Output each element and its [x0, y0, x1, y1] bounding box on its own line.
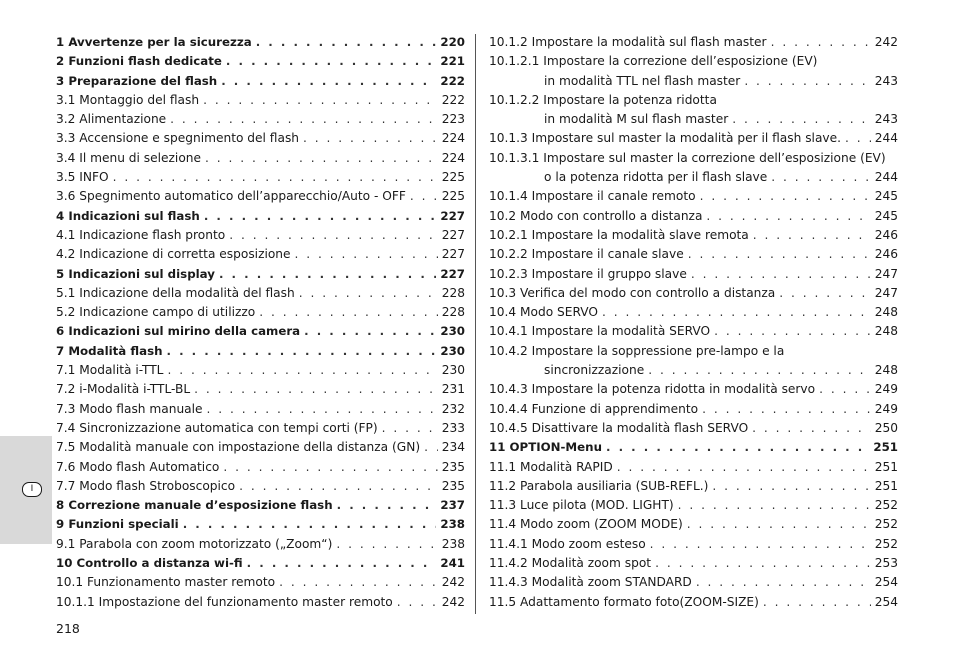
toc-entry[interactable]	[56, 247, 465, 266]
dot-leader	[771, 35, 871, 49]
toc-entry-label: 2 Funzioni flash dedicate	[56, 54, 222, 69]
toc-entry-page: 248	[874, 305, 898, 320]
toc-entry-label: 10.2.1 Impostare la modalità slave remota	[489, 227, 749, 242]
dot-leader	[410, 189, 438, 203]
dot-leader	[113, 170, 438, 184]
toc-entry-page: 223	[441, 112, 465, 127]
language-badge: I	[22, 482, 42, 497]
toc-entry[interactable]	[489, 247, 898, 266]
toc-entry-label: 11 OPTION-Menu	[489, 440, 602, 455]
toc-entry[interactable]	[56, 54, 465, 73]
toc-entry-label: 10.4.1 Impostare la modalità SERVO	[489, 324, 711, 339]
toc-entry-label: 10 Controllo a distanza wi-fi	[56, 556, 243, 571]
toc-entry[interactable]	[56, 460, 465, 479]
dot-leader	[771, 170, 870, 184]
toc-entry-page: 251	[873, 440, 898, 455]
toc-entry[interactable]	[489, 305, 898, 324]
toc-entry-page: 227	[440, 208, 465, 223]
toc-entry-page: 230	[440, 343, 465, 358]
dot-leader	[166, 344, 436, 358]
toc-entry-page: 220	[440, 35, 465, 49]
toc-entry-label: in modalità TTL nel flash master	[544, 73, 741, 88]
toc-entry-page: 249	[874, 401, 898, 416]
toc-entry[interactable]	[489, 363, 898, 382]
toc-entry[interactable]	[489, 131, 898, 150]
toc-entry-label: 9 Funzioni speciali	[56, 517, 179, 532]
dot-leader	[655, 556, 871, 570]
toc-entry-label: 11.1 Modalità RAPID	[489, 459, 613, 474]
toc-entry-label: 3.6 Spegnimento automatico dell’apparecchio/Auto - OFF	[56, 189, 406, 204]
toc-entry-page: 235	[441, 478, 465, 493]
toc-entry-label: 10.4.3 Impostare la potenza ridotta in modalità servo	[489, 382, 816, 397]
toc-entry[interactable]	[489, 209, 898, 228]
dot-leader	[303, 131, 438, 145]
toc-entry-page: 244	[874, 131, 898, 146]
toc-entry-label: 3.4 Il menu di selezione	[56, 150, 201, 165]
toc-entry-label: 3.2 Alimentazione	[56, 112, 167, 127]
toc-entry[interactable]	[489, 537, 898, 556]
toc-entry-label: 10.1.2 Impostare la modalità sul flash master	[489, 35, 767, 49]
toc-entry-label: 10.1 Funzionamento master remoto	[56, 575, 276, 590]
toc-entry[interactable]	[489, 54, 898, 73]
toc-entry-label: in modalità M sul flash master	[544, 112, 729, 127]
toc-entry-label: 11.4 Modo zoom (ZOOM MODE)	[489, 517, 683, 532]
toc-entry-page: 243	[874, 73, 898, 88]
dot-leader	[732, 112, 871, 126]
toc-entry[interactable]	[56, 344, 465, 363]
toc-entry[interactable]	[489, 93, 898, 112]
toc-entry-label: 5.1 Indicazione della modalità del flash	[56, 285, 295, 300]
toc-entry-page: 231	[441, 382, 465, 397]
toc-entry-label: 4.2 Indicazione di corretta esposizione	[56, 247, 291, 262]
toc-entry[interactable]	[56, 537, 465, 556]
toc-entry[interactable]	[56, 517, 465, 536]
toc-entry[interactable]	[56, 305, 465, 324]
toc-entry-page: 227	[441, 247, 465, 262]
toc-entry-page: 222	[440, 73, 465, 88]
dot-leader	[752, 421, 871, 435]
toc-entry-page: 251	[874, 459, 898, 474]
dot-leader	[223, 460, 437, 474]
toc-entry[interactable]	[56, 228, 465, 247]
toc-entry-page: 224	[441, 150, 465, 165]
toc-entry-label: 3.1 Montaggio del flash	[56, 92, 200, 107]
toc-entry-page: 238	[441, 536, 465, 551]
toc-entry-page: 228	[441, 285, 465, 300]
toc-entry-page: 246	[874, 247, 898, 262]
dot-leader	[678, 498, 871, 512]
toc-entry-page: 225	[441, 170, 465, 185]
toc-entry-label: 7.5 Modalità manuale con impostazione della distanza (GN)	[56, 440, 421, 455]
toc-entry[interactable]	[489, 151, 898, 170]
toc-entry[interactable]	[489, 189, 898, 208]
language-side-tab	[0, 436, 52, 544]
toc-entry-page: 224	[441, 131, 465, 146]
toc-column-right	[489, 35, 898, 614]
toc-entry-page: 252	[874, 498, 898, 513]
toc-entry[interactable]	[489, 74, 898, 93]
toc-entry-label: 10.1.2.1 Impostare la correzione dell’esposizione (EV)	[489, 54, 818, 69]
toc-entry[interactable]	[489, 460, 898, 479]
dot-leader	[687, 517, 871, 531]
toc-entry[interactable]	[56, 556, 465, 575]
dot-leader	[424, 440, 438, 454]
dot-leader	[256, 35, 437, 49]
toc-entry[interactable]	[489, 595, 898, 614]
toc-entry-page: 247	[874, 266, 898, 281]
toc-entry-label: 8 Correzione manuale d’esposizione flash	[56, 498, 333, 513]
toc-entry-label: 4 Indicazioni sul flash	[56, 208, 200, 223]
toc-entry-label: 11.5 Adattamento formato foto(ZOOM-SIZE)	[489, 594, 759, 609]
dot-leader	[706, 209, 870, 223]
dot-leader	[170, 112, 438, 126]
toc-entry-page: 242	[441, 575, 465, 590]
toc-entry-page: 242	[441, 594, 465, 609]
dot-leader	[700, 189, 871, 203]
toc-entry[interactable]	[489, 170, 898, 189]
toc-entry-label: 10.4.4 Funzione di apprendimento	[489, 401, 699, 416]
toc-entry-page: 227	[441, 227, 465, 242]
toc-entry[interactable]	[489, 556, 898, 575]
toc-entry[interactable]	[56, 189, 465, 208]
toc-entry-label: 3.5 INFO	[56, 170, 109, 185]
toc-entry[interactable]	[56, 498, 465, 517]
toc-entry[interactable]	[489, 35, 898, 54]
dot-leader	[702, 402, 871, 416]
dot-leader	[691, 267, 871, 281]
toc-entry-label: 10.4.2 Impostare la soppressione pre-lampo e la	[489, 343, 785, 358]
toc-entry-label: 7.6 Modo flash Automatico	[56, 459, 220, 474]
dot-leader	[650, 537, 871, 551]
toc-entry[interactable]	[56, 35, 465, 54]
toc-entry[interactable]	[56, 267, 465, 286]
toc-entry[interactable]	[489, 324, 898, 343]
dot-leader	[304, 324, 436, 338]
toc-entry[interactable]	[489, 286, 898, 305]
toc-entry[interactable]	[56, 131, 465, 150]
toc-entry-page: 248	[874, 324, 898, 339]
dot-leader	[205, 151, 438, 165]
toc-entry[interactable]	[489, 112, 898, 131]
toc-entry[interactable]	[56, 595, 465, 614]
toc-entry[interactable]	[56, 112, 465, 131]
toc-entry-label: 10.4 Modo SERVO	[489, 305, 599, 320]
toc-entry-page: 225	[441, 189, 465, 204]
toc-entry-label: 3 Preparazione del flash	[56, 73, 218, 88]
toc-entry-page: 244	[874, 170, 898, 185]
dot-leader	[194, 382, 438, 396]
toc-entry-page: 230	[441, 363, 465, 378]
toc-entry[interactable]	[56, 421, 465, 440]
toc-entry-page: 230	[440, 324, 465, 339]
toc-entry-label: 1 Avvertenze per la sicurezza	[56, 35, 252, 49]
dot-leader	[382, 421, 438, 435]
toc-entry-page: 221	[440, 54, 465, 69]
dot-leader	[779, 286, 870, 300]
toc-entry[interactable]	[56, 209, 465, 228]
toc-entry-label: 7.2 i-Modalità i-TTL-BL	[56, 382, 191, 397]
toc-entry-label: 10.1.3.1 Impostare sul master la correzione dell’esposizione (EV)	[489, 150, 886, 165]
column-divider	[475, 34, 476, 614]
dot-leader	[226, 54, 436, 68]
toc-entry-page: 253	[874, 556, 898, 571]
dot-leader	[219, 267, 436, 281]
toc-entry-page: 254	[874, 575, 898, 590]
page-number: 218	[56, 621, 80, 636]
dot-leader	[336, 537, 437, 551]
toc-entry[interactable]	[489, 440, 898, 459]
toc-entry-label: 10.1.1 Impostazione del funzionamento master remoto	[56, 594, 393, 609]
toc-entry-label: 6 Indicazioni sul mirino della camera	[56, 324, 301, 339]
toc-entry-label: 10.3 Verifica del modo con controllo a distanza	[489, 285, 776, 300]
dot-leader	[259, 305, 438, 319]
toc-entry-label: 5 Indicazioni sul display	[56, 266, 215, 281]
toc-entry-label: 11.4.1 Modo zoom esteso	[489, 536, 646, 551]
toc-entry-page: 222	[441, 92, 465, 107]
toc-entry-page: 247	[874, 285, 898, 300]
toc-entry-page: 245	[874, 189, 898, 204]
dot-leader	[696, 575, 871, 589]
dot-leader	[295, 247, 438, 261]
toc-entry[interactable]	[489, 402, 898, 421]
toc-column-left	[56, 35, 465, 614]
dot-leader	[648, 363, 871, 377]
toc-entry[interactable]	[489, 267, 898, 286]
toc-entry-label: 7.1 Modalità i-TTL	[56, 363, 164, 378]
dot-leader	[229, 228, 438, 242]
dot-leader	[712, 479, 870, 493]
dot-leader	[714, 324, 871, 338]
toc-entry[interactable]	[56, 440, 465, 459]
dot-leader	[617, 460, 871, 474]
toc-entry[interactable]	[489, 382, 898, 401]
toc-entry-page: 245	[874, 208, 898, 223]
toc-entry-page: 252	[874, 517, 898, 532]
toc-entry[interactable]	[56, 324, 465, 343]
toc-entry-label: 10.1.3 Impostare sul master la modalità per il flash slave.	[489, 131, 841, 146]
toc-entry[interactable]	[56, 170, 465, 189]
toc-entry[interactable]	[56, 286, 465, 305]
toc-entry-label: 11.2 Parabola ausiliaria (SUB-REFL.)	[489, 478, 709, 493]
toc-entry-label: 11.3 Luce pilota (MOD. LIGHT)	[489, 498, 674, 513]
toc-entry-page: 227	[440, 266, 465, 281]
toc-entry-page: 233	[441, 420, 465, 435]
dot-leader	[204, 209, 437, 223]
toc-entry-label: 9.1 Parabola con zoom motorizzato („Zoom“)	[56, 536, 333, 551]
toc-entry-page: 254	[874, 594, 898, 609]
toc-entry-page: 248	[874, 363, 898, 378]
toc-entry-label: 10.2.2 Impostare il canale slave	[489, 247, 684, 262]
dot-leader	[819, 382, 871, 396]
toc-entry[interactable]	[489, 575, 898, 594]
toc-entry-page: 234	[441, 440, 465, 455]
toc-entry-page: 232	[441, 401, 465, 416]
toc-entry-page: 241	[440, 556, 465, 571]
toc-entry[interactable]	[56, 151, 465, 170]
dot-leader	[337, 498, 437, 512]
toc-entry-label: 10.4.5 Disattivare la modalità flash SERVO	[489, 420, 749, 435]
dot-leader	[845, 131, 871, 145]
toc-entry-page: 237	[440, 498, 465, 513]
toc-entry[interactable]	[489, 421, 898, 440]
dot-leader	[606, 440, 869, 454]
toc-entry-label: 10.2 Modo con controllo a distanza	[489, 208, 703, 223]
toc-entry[interactable]	[489, 517, 898, 536]
toc-entry-label: 11.4.3 Modalità zoom STANDARD	[489, 575, 692, 590]
dot-leader	[279, 575, 438, 589]
toc-entry[interactable]	[56, 479, 465, 498]
toc-entry-page: 235	[441, 459, 465, 474]
toc-entry[interactable]	[489, 498, 898, 517]
toc-entry-page: 252	[874, 536, 898, 551]
dot-leader	[602, 305, 871, 319]
toc-entry-label: 10.1.4 Impostare il canale remoto	[489, 189, 696, 204]
dot-leader	[221, 74, 436, 88]
toc-entry-page: 238	[440, 517, 465, 532]
toc-entry[interactable]	[489, 228, 898, 247]
toc-entry-label: 7.7 Modo flash Stroboscopico	[56, 478, 236, 493]
dot-leader	[397, 595, 438, 609]
toc-entry-label: 11.4.2 Modalità zoom spot	[489, 556, 652, 571]
dot-leader	[763, 595, 871, 609]
toc-entry[interactable]	[56, 575, 465, 594]
toc-entry-label: 7.4 Sincronizzazione automatica con tempi corti (FP)	[56, 420, 378, 435]
toc-entry-page: 249	[874, 382, 898, 397]
toc-entry[interactable]	[56, 382, 465, 401]
toc-entry-page: 250	[874, 420, 898, 435]
toc-entry-label: 5.2 Indicazione campo di utilizzo	[56, 305, 256, 320]
toc-entry-label: sincronizzazione	[544, 363, 645, 378]
dot-leader	[239, 479, 438, 493]
toc-entry-label: 3.3 Accensione e spegnimento del flash	[56, 131, 300, 146]
dot-leader	[167, 363, 437, 377]
toc-entry[interactable]	[56, 93, 465, 112]
toc-entry-label: 10.1.2.2 Impostare la potenza ridotta	[489, 92, 717, 107]
toc-entry[interactable]	[56, 363, 465, 382]
toc-entry-page: 228	[441, 305, 465, 320]
toc-entry-label: 7.3 Modo flash manuale	[56, 401, 203, 416]
toc-entry-label: 10.2.3 Impostare il gruppo slave	[489, 266, 687, 281]
toc-entry[interactable]	[489, 479, 898, 498]
dot-leader	[688, 247, 871, 261]
dot-leader	[744, 74, 870, 88]
dot-leader	[183, 517, 437, 531]
toc-entry[interactable]	[56, 74, 465, 93]
dot-leader	[203, 93, 438, 107]
toc-entry[interactable]	[489, 344, 898, 363]
toc-entry-label: 7 Modalità flash	[56, 343, 163, 358]
toc-entry-page: 251	[874, 478, 898, 493]
toc-entry-page: 242	[874, 35, 898, 49]
toc-entry-label: o la potenza ridotta per il flash slave	[544, 170, 768, 185]
toc-entry[interactable]	[56, 402, 465, 421]
dot-leader	[753, 228, 871, 242]
dot-leader	[207, 402, 438, 416]
toc-entry-label: 4.1 Indicazione flash pronto	[56, 227, 226, 242]
toc-entry-page: 246	[874, 227, 898, 242]
dot-leader	[247, 556, 437, 570]
toc-entry-page: 243	[874, 112, 898, 127]
dot-leader	[299, 286, 438, 300]
